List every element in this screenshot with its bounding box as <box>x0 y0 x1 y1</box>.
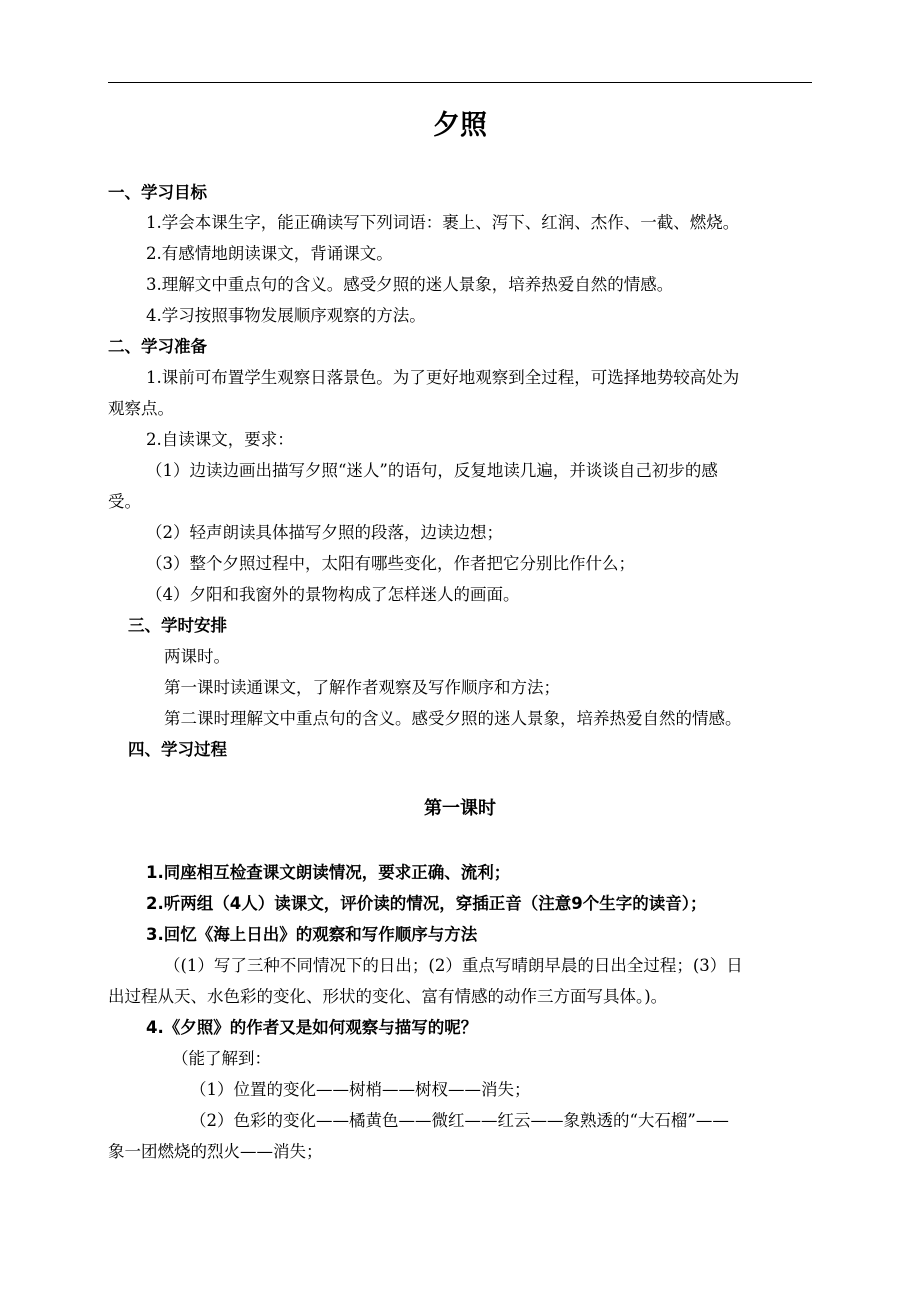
goal-item-1: 1.学会本课生字，能正确读写下列词语：裹上、泻下、红润、杰作、一截、燃烧。 <box>146 213 740 232</box>
lesson-1-answer-2-line-1: （2）色彩的变化——橘黄色——微红——红云——象熟透的“大石榴”—— <box>190 1111 729 1130</box>
schedule-line-1: 两课时。 <box>164 647 230 666</box>
prep-item-2: 2.自读课文，要求： <box>146 430 294 449</box>
prep-question-1-line-1: （1）边读边画出描写夕照“迷人”的语句，反复地读几遍，并谈谈自己初步的感 <box>146 461 718 480</box>
section-heading-prep: 二、学习准备 <box>108 337 207 356</box>
goal-item-4: 4.学习按照事物发展顺序观察的方法。 <box>146 306 426 325</box>
lesson-1-step-1: 1.同座相互检查课文朗读情况，要求正确、流利； <box>146 863 511 882</box>
goal-item-2: 2.有感情地朗读课文，背诵课文。 <box>146 244 393 263</box>
prep-question-1-line-2: 受。 <box>108 492 141 511</box>
prep-question-4: （4）夕阳和我窗外的景物构成了怎样迷人的画面。 <box>146 585 520 604</box>
header-rule <box>108 82 812 83</box>
lesson-1-answer-2-line-2: 象一团燃烧的烈火——消失； <box>108 1142 323 1161</box>
lesson-1-answer-intro: （能了解到： <box>172 1049 271 1068</box>
lesson-1-step-3: 3.回忆《海上日出》的观察和写作顺序与方法 <box>146 925 478 944</box>
section-heading-goals: 一、学习目标 <box>108 183 207 202</box>
lesson-1-answer-1: （1）位置的变化——树梢——树杈——消失； <box>190 1080 531 1099</box>
prep-item-1-line-1: 1.课前可布置学生观察日落景色。为了更好地观察到全过程，可选择地势较高处为 <box>146 368 740 387</box>
lesson-1-note-line-1: （(1）写了三种不同情况下的日出；(2）重点写晴朗早晨的日出全过程；(3）日 <box>164 956 743 975</box>
lesson-1-title: 第一课时 <box>424 798 496 819</box>
lesson-1-note-line-2: 出过程从天、水色彩的变化、形状的变化、富有情感的动作三方面写具体。)。 <box>108 987 668 1006</box>
schedule-line-3: 第二课时理解文中重点句的含义。感受夕照的迷人景象，培养热爱自然的情感。 <box>164 709 742 728</box>
prep-question-2: （2）轻声朗读具体描写夕照的段落，边读边想； <box>146 523 503 542</box>
schedule-line-2: 第一课时读通课文，了解作者观察及写作顺序和方法； <box>164 678 560 697</box>
prep-question-3: （3）整个夕照过程中，太阳有哪些变化，作者把它分别比作什么； <box>146 554 635 573</box>
section-heading-process: 四、学习过程 <box>128 740 227 759</box>
section-heading-schedule: 三、学时安排 <box>128 616 227 635</box>
goal-item-3: 3.理解文中重点句的含义。感受夕照的迷人景象，培养热爱自然的情感。 <box>146 275 674 294</box>
lesson-1-step-4: 4.《夕照》的作者又是如何观察与描写的呢？ <box>146 1018 478 1037</box>
lesson-1-step-2: 2.听两组（4人）读课文，评价读的情况，穿插正音（注意9个生字的读音）； <box>146 894 707 913</box>
prep-item-1-line-2: 观察点。 <box>108 399 174 418</box>
document-title: 夕照 <box>433 110 487 141</box>
